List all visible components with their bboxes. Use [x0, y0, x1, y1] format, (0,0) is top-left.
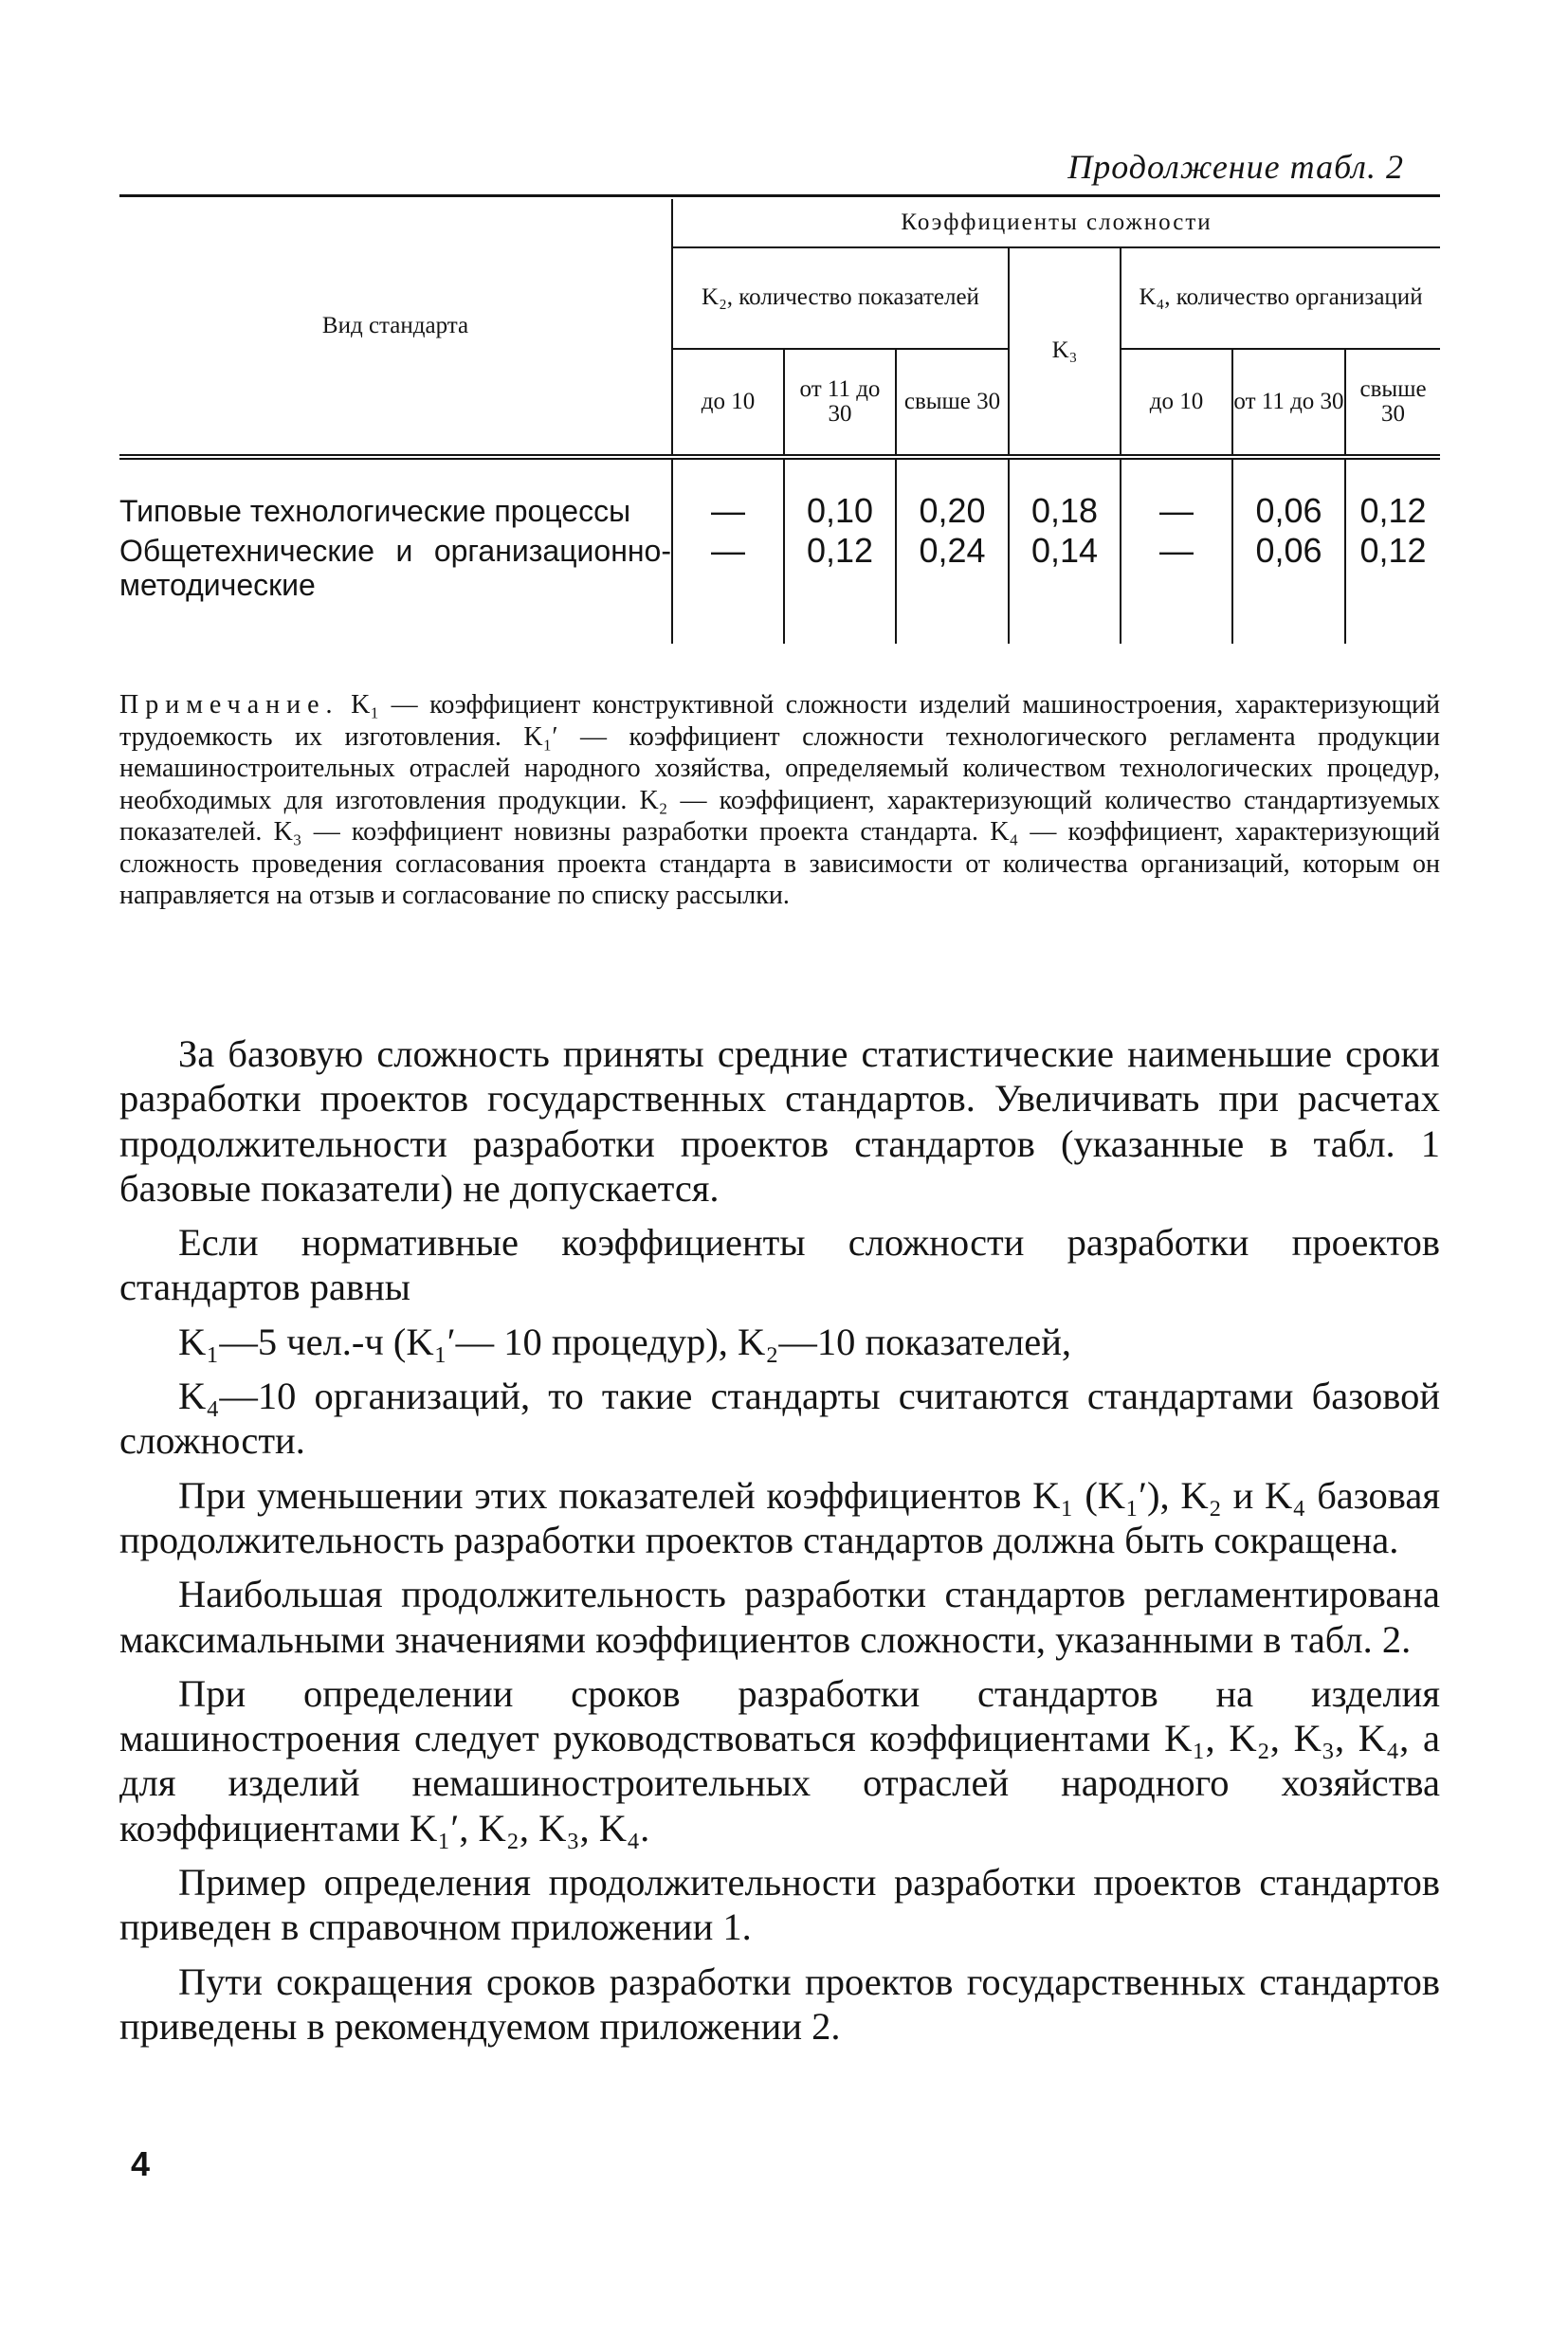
paragraph-max-duration: Наибольшая продолжительность разработки стандартов регламентирована максимальными значениями коэффициентов сложности, указанными в табл. 2.	[119, 1573, 1440, 1661]
paragraph-normative-coefficients: Если нормативные коэффициенты сложности разработки проектов стандартов равны	[119, 1221, 1440, 1309]
k4-range-over-30: свыше 30	[1345, 349, 1440, 457]
table-row	[119, 457, 1440, 528]
k4-value-over-30: 0,12	[1345, 457, 1440, 528]
k2-header: K₂, количество показателей	[672, 247, 1009, 349]
k2-value-11-to-30: 0,12	[784, 528, 896, 644]
k3-value: 0,14	[1009, 528, 1121, 644]
body-text	[119, 1031, 1440, 2058]
note-lead: Примечание.	[119, 690, 339, 720]
k2-range-over-30: свыше 30	[896, 349, 1009, 457]
table-top-rule	[119, 194, 1440, 197]
table-row	[119, 528, 1440, 644]
k4-value-11-to-30: 0,06	[1232, 528, 1345, 644]
paragraph-example-reference: Пример определения продолжительности разработки проектов стандартов приведен в справочном приложении 1.	[119, 1861, 1440, 1949]
k4-header: K₄, количество организаций	[1121, 247, 1440, 349]
paragraph-k1-k2-values: K₁—5 чел.-ч (K₁′— 10 процедур), K₂—10 показателей,	[178, 1320, 1072, 1363]
paragraph-coefficients-usage: При определении сроков разработки стандартов на изделия машиностроения следует руководствоваться коэффициентами K₁, K₂, K₃, K₄, а для изделий немашиностроительных отраслей народного хозяйства коэффициентами K₁′, K₂, K₃, K₄.	[119, 1671, 1440, 1850]
k2-value-11-to-30: 0,10	[784, 457, 896, 528]
complexity-coefficients-table	[119, 199, 1440, 644]
k4-value-over-30: 0,12	[1345, 528, 1440, 644]
k2-range-up-to-10: до 10	[672, 349, 784, 457]
paragraph-reduction: При уменьшении этих показателей коэффициентов K₁ (K₁′), K₂ и K₄ базовая продолжительность разработки проектов стандартов должна быть сокращена.	[119, 1473, 1440, 1561]
page-number: 4	[131, 2144, 151, 2183]
row-kind-label: Типовые технологические процессы	[119, 494, 631, 528]
note-text: K₁ — коэффициент конструктивной сложности изделий машиностроения, характеризующий трудоемкость их изготовления. K₁′ — коэффициент сложности технологического регламента продукции немашиностроительных отраслей народного хозяйства, определяемый количеством технологических процедур, необходимых для изготовления продукции. K₂ — коэффициент, характеризующий количество стандартизуемых показателей. K₃ — коэффициент новизны разработки проекта стандарта. K₄ — коэффициент, характеризующий сложность проведения согласования проекта стандарта в зависимости от количества организаций, которым он направляется на отзыв и согласование по списку рассылки.	[119, 690, 1441, 910]
kind-column-header: Вид стандарта	[119, 199, 672, 457]
paragraph-k4-values: K₄—10 организаций, то такие стандарты считаются стандартами базовой сложности.	[119, 1375, 1440, 1463]
k2-value-up-to-10: —	[672, 457, 784, 528]
paragraph-shortening-reference: Пути сокращения сроков разработки проектов государственных стандартов приведены в рекомендуемом приложении 2.	[119, 1959, 1440, 2048]
paragraph-base-complexity: За базовую сложность приняты средние статистические наименьшие сроки разработки проектов государственных стандартов. Увеличивать при расчетах продолжительности разработки проектов стандартов (указанные в табл. 1 базовые показатели) не допускается.	[119, 1032, 1440, 1210]
k4-range-up-to-10: до 10	[1121, 349, 1232, 457]
k2-value-over-30: 0,24	[896, 528, 1009, 644]
row-kind-label: Общетехнические и организационно-методические	[119, 534, 671, 602]
k2-value-up-to-10: —	[672, 528, 784, 644]
k2-value-over-30: 0,20	[896, 457, 1009, 528]
table-note	[119, 689, 1440, 912]
k3-header: K₃	[1009, 247, 1121, 457]
k2-range-11-to-30: от 11 до 30	[784, 349, 896, 457]
k4-value-up-to-10: —	[1121, 528, 1232, 644]
coefficients-group-header: Коэффициенты сложности	[672, 199, 1440, 247]
k4-value-up-to-10: —	[1121, 457, 1232, 528]
table-continuation-header: Продолжение табл. 2	[1067, 148, 1404, 186]
k3-value: 0,18	[1009, 457, 1121, 528]
k4-value-11-to-30: 0,06	[1232, 457, 1345, 528]
k4-range-11-to-30: от 11 до 30	[1232, 349, 1345, 457]
